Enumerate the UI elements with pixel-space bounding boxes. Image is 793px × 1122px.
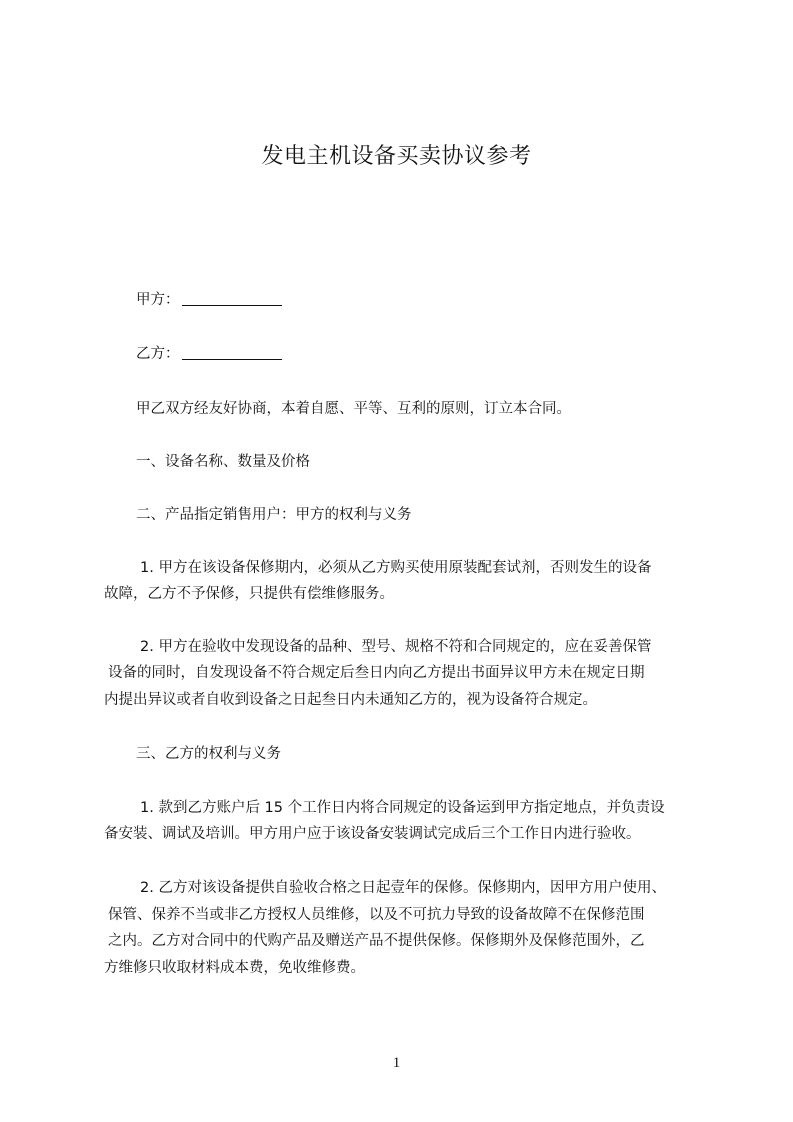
paragraph-line: 之内。乙方对合同中的代购产品及赠送产品不提供保修。保修期外及保修范围外，乙 bbox=[108, 933, 645, 949]
party-a-field bbox=[136, 289, 736, 311]
paragraph-line: 1. 款到乙方账户后 15 个工作日内将合同规定的设备运到甲方指定地点，并负责设 bbox=[140, 800, 665, 816]
page-number: 1 bbox=[392, 1055, 401, 1071]
intro-paragraph: 甲乙双方经友好协商，本着自愿、平等、互利的原则，订立本合同。 bbox=[136, 401, 571, 417]
paragraph-line: 方维修只收取材料成本费，免收维修费。 bbox=[104, 960, 365, 976]
party-a-blank bbox=[182, 291, 282, 306]
party-a-label: 甲方： bbox=[136, 292, 180, 308]
paragraph-line: 故障，乙方不予保修，只提供有偿维修服务。 bbox=[104, 586, 394, 602]
paragraph-line: 内提出异议或者自收到设备之日起叁日内未通知乙方的，视为设备符合规定。 bbox=[104, 692, 597, 708]
section-2-heading: 二、产品指定销售用户：甲方的权利与义务 bbox=[136, 507, 412, 523]
paragraph-line: 2. 甲方在验收中发现设备的品种、型号、规格不符和合同规定的，应在妥善保管 bbox=[140, 639, 652, 655]
paragraph-line: 保管、保养不当或非乙方授权人员维修，以及不可抗力导致的设备故障不在保修范围 bbox=[108, 907, 645, 923]
paragraph-line: 设备的同时，自发现设备不符合规定后叁日内向乙方提出书面异议甲方未在规定日期 bbox=[108, 665, 645, 681]
party-b-blank bbox=[182, 345, 282, 360]
paragraph-line: 2. 乙方对该设备提供自验收合格之日起壹年的保修。保修期内，因甲方用户使用、 bbox=[140, 880, 666, 896]
party-b-label: 乙方： bbox=[136, 346, 180, 362]
page-title: 发电主机设备买卖协议参考 bbox=[261, 144, 532, 169]
party-b-field bbox=[136, 343, 736, 365]
section-1-heading: 一、设备名称、数量及价格 bbox=[136, 454, 310, 470]
paragraph-line: 1. 甲方在该设备保修期内，必须从乙方购买使用原装配套试剂，否则发生的设备 bbox=[140, 560, 652, 576]
paragraph-line: 备安装、调试及培训。甲方用户应于该设备安装调试完成后三个工作日内进行验收。 bbox=[104, 826, 641, 842]
section-3-heading: 三、乙方的权利与义务 bbox=[136, 746, 281, 762]
